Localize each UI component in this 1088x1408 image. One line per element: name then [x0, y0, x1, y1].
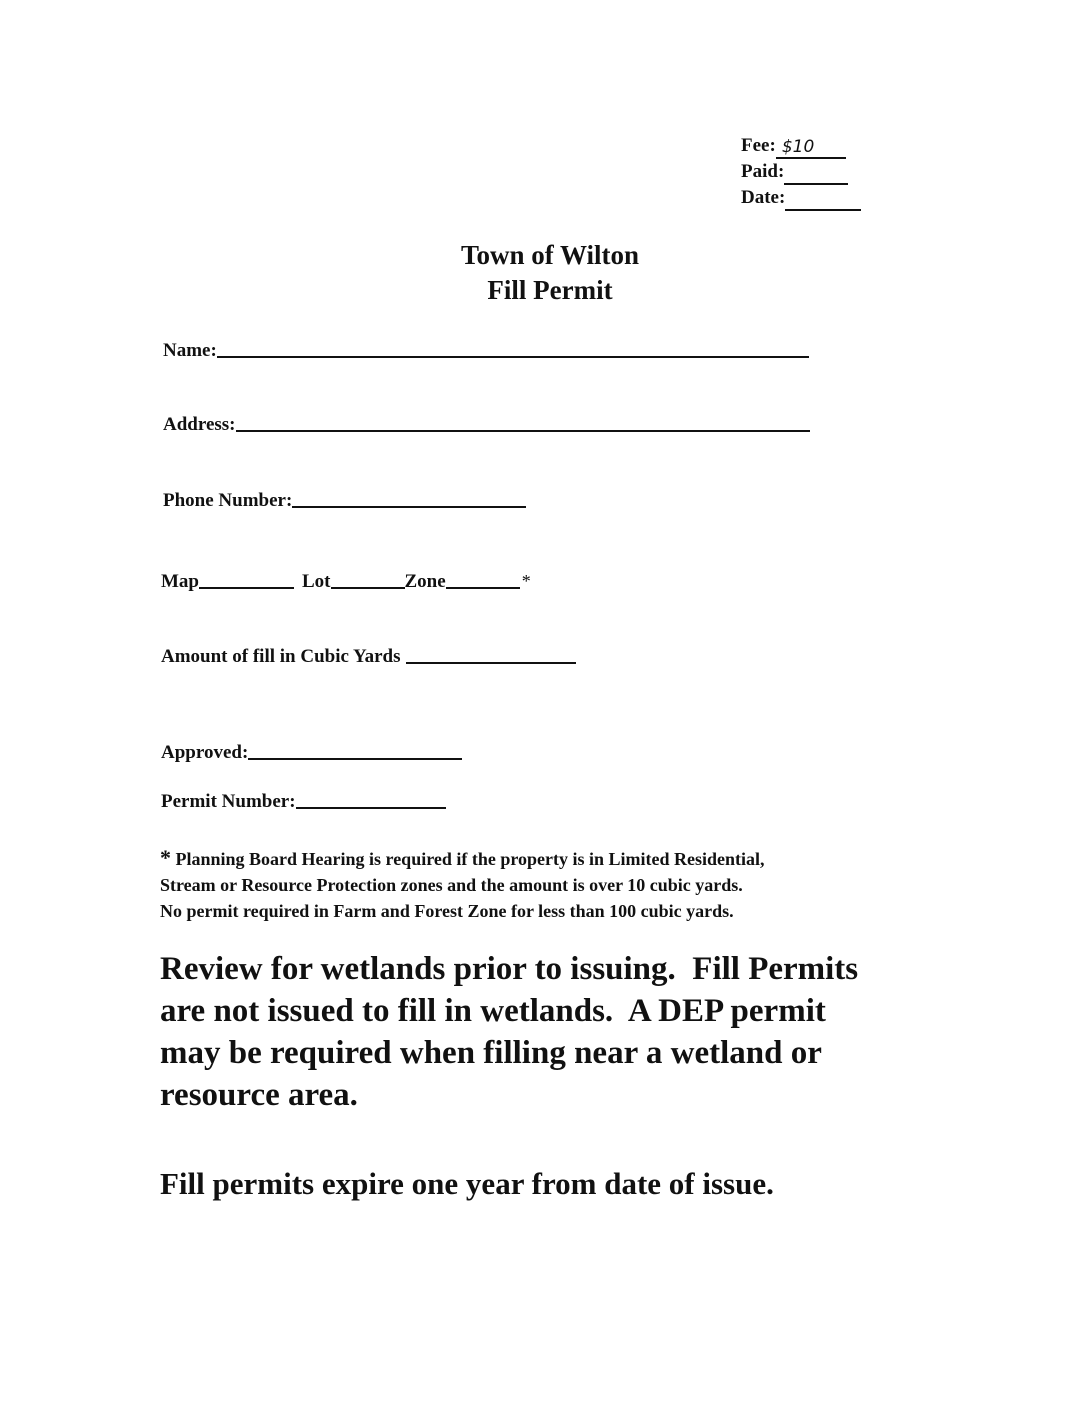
town-title: Town of Wilton: [460, 240, 640, 270]
office-use-block: [741, 133, 861, 211]
fill-amount-row: [161, 646, 576, 668]
phone-label: Phone Number:: [163, 490, 293, 511]
approved-label: Approved:: [161, 742, 249, 763]
date-row: [741, 185, 861, 211]
paid-label: Paid:: [741, 161, 785, 182]
phone-field[interactable]: [292, 505, 526, 508]
fill-amount-field[interactable]: [406, 661, 576, 664]
wetlands-line-1: Review for wetlands prior to issuing. Fill Permits: [160, 951, 859, 987]
map-label: Map: [161, 571, 199, 592]
zone-label: Zone: [404, 571, 446, 592]
approved-field[interactable]: [248, 757, 462, 760]
zone-field[interactable]: [446, 586, 520, 589]
fee-row: [741, 133, 861, 159]
form-title: Fill Permit: [487, 275, 613, 305]
footnote-line-2: Stream or Resource Protection zones and the amount is over 10 cubic yards.: [160, 875, 743, 895]
permit-number-field[interactable]: [296, 806, 446, 809]
address-label: Address:: [163, 414, 236, 435]
name-field[interactable]: [217, 355, 809, 358]
wetlands-line-4: resource area.: [160, 1077, 358, 1113]
zone-asterisk: *: [521, 571, 531, 591]
fill-amount-label: Amount of fill in Cubic Yards: [161, 646, 401, 667]
fee-label: Fee:: [741, 135, 776, 156]
map-lot-zone-row: [161, 571, 531, 593]
paid-row: [741, 159, 861, 185]
wetlands-notice: [160, 948, 858, 1116]
name-row: [163, 340, 809, 362]
footnote-asterisk: *: [160, 845, 171, 870]
footnote-text-1: Planning Board Hearing is required if the property is in Limited Residential,: [175, 849, 765, 869]
footnote: [160, 845, 765, 924]
address-field[interactable]: [236, 429, 810, 432]
address-row: [163, 414, 810, 436]
map-field[interactable]: [199, 586, 294, 589]
date-label: Date:: [741, 187, 786, 208]
lot-label: Lot: [302, 571, 331, 592]
permit-number-row: [161, 791, 446, 813]
fee-field[interactable]: $10: [776, 137, 846, 159]
wetlands-line-2: are not issued to fill in wetlands. A DEP permit: [160, 993, 826, 1029]
expiration-notice: Fill permits expire one year from date of issue.: [160, 1166, 774, 1201]
wetlands-line-3: may be required when filling near a wetland or: [160, 1035, 822, 1071]
approved-row: [161, 742, 462, 764]
paid-field[interactable]: [784, 183, 848, 185]
name-label: Name:: [163, 340, 217, 361]
date-field[interactable]: [785, 209, 861, 211]
phone-row: [163, 490, 526, 512]
lot-field[interactable]: [331, 586, 405, 589]
footnote-line-1: [160, 845, 765, 872]
footnote-line-3: No permit required in Farm and Forest Zone for less than 100 cubic yards.: [160, 901, 734, 921]
permit-number-label: Permit Number:: [161, 791, 296, 812]
